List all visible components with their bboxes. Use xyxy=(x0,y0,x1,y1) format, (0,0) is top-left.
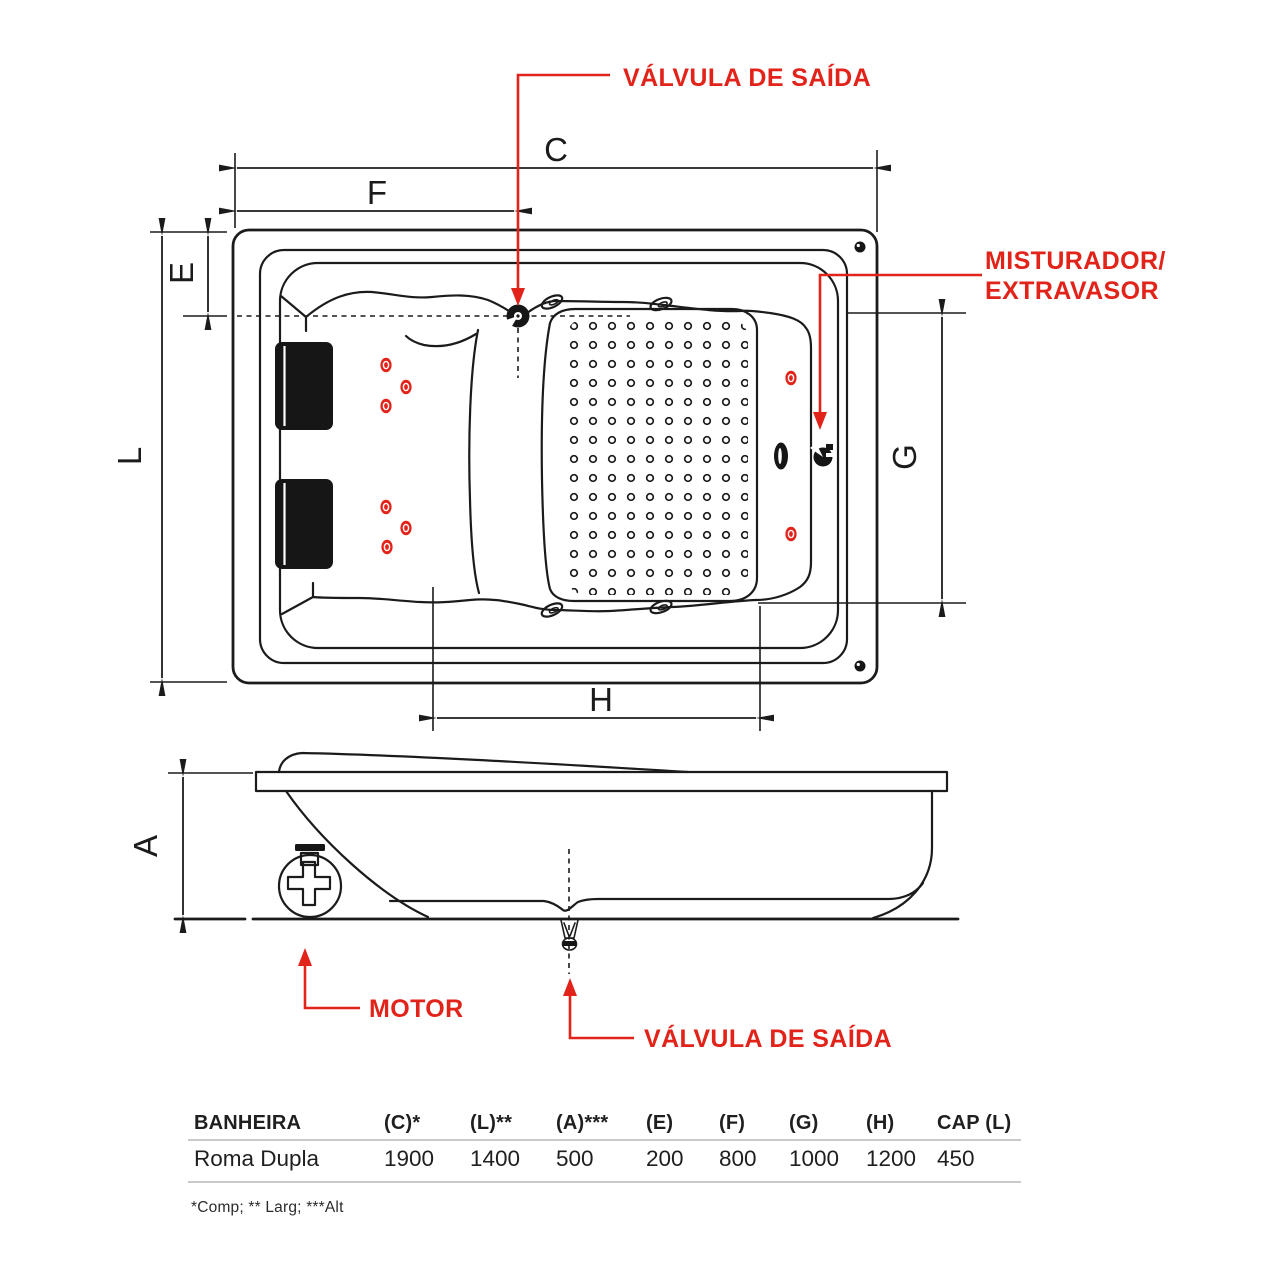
tub-bottom-profile xyxy=(390,883,923,911)
drain-icon xyxy=(503,305,530,332)
screw-icon xyxy=(855,661,866,672)
valve-top-label: VÁLVULA DE SAÍDA xyxy=(623,64,872,92)
header-cell-banheira: BANHEIRA xyxy=(194,1112,302,1134)
mixer-arrow-icon xyxy=(813,412,827,430)
header-cell-g: (G) xyxy=(789,1112,819,1134)
spec-table-header-row xyxy=(194,1112,1025,1135)
screw-icon xyxy=(855,242,866,253)
valve-bottom-arrow-icon xyxy=(563,978,577,996)
header-cell-h: (H) xyxy=(866,1112,895,1134)
dim-label-f: F xyxy=(366,174,388,211)
spec-table-data-row xyxy=(194,1146,1025,1172)
seat-contour-line xyxy=(469,330,479,593)
value-f: 800 xyxy=(719,1146,757,1171)
hydro-jet-icon xyxy=(380,358,391,372)
table-footnote: *Comp; ** Larg; ***Alt xyxy=(191,1199,344,1216)
hydro-jet-icon xyxy=(785,371,796,385)
value-model: Roma Dupla xyxy=(194,1146,320,1171)
anti-slip-dots xyxy=(566,318,748,595)
value-e: 200 xyxy=(646,1146,684,1171)
header-cell-e: (E) xyxy=(646,1112,674,1134)
dim-label-e: E xyxy=(163,261,200,285)
header-cell-l: (L)** xyxy=(470,1112,513,1134)
top-view xyxy=(111,131,966,731)
valve-bottom-leader-line xyxy=(570,992,634,1038)
hydro-jet-icon xyxy=(381,540,392,554)
dim-label-g: G xyxy=(886,444,923,470)
backrest-profile xyxy=(279,753,688,772)
hydro-jet-icon xyxy=(400,521,411,535)
header-cell-c: (C)* xyxy=(384,1112,421,1134)
motor-leader-line xyxy=(305,962,360,1008)
dim-label-l: L xyxy=(111,446,148,466)
header-cell-f: (F) xyxy=(719,1112,746,1134)
mixer-overflow-icon xyxy=(810,443,833,467)
mixer-leader-line xyxy=(820,275,982,416)
hydro-jet-icon xyxy=(380,500,391,514)
table-divider xyxy=(188,1181,1021,1183)
motor-arrow-icon xyxy=(298,948,312,966)
dim-label-c: C xyxy=(544,131,568,168)
header-cell-a: (A)*** xyxy=(556,1112,609,1134)
motor-label: MOTOR xyxy=(369,995,464,1023)
valve-top-leader-line xyxy=(518,75,610,294)
table-divider xyxy=(188,1139,1021,1141)
anti-slip-area xyxy=(542,309,757,601)
value-g: 1000 xyxy=(789,1146,840,1171)
hydro-jet-icon xyxy=(380,399,391,413)
valve-bottom-label: VÁLVULA DE SAÍDA xyxy=(644,1025,893,1053)
side-jet-icon xyxy=(774,443,788,470)
header-cell-cap: CAP (L) xyxy=(937,1112,1012,1134)
mixer-label-line2: EXTRAVASOR xyxy=(985,277,1159,305)
value-h: 1200 xyxy=(866,1146,917,1171)
dim-label-a: A xyxy=(127,834,164,858)
seat-edge-line xyxy=(406,334,476,346)
dim-label-h: H xyxy=(589,681,613,718)
value-a: 500 xyxy=(556,1146,594,1171)
deck-profile xyxy=(256,772,947,791)
side-view xyxy=(127,753,958,974)
headrest xyxy=(275,479,333,569)
value-l: 1400 xyxy=(470,1146,521,1171)
mixer-label-line1: MISTURADOR/ xyxy=(985,247,1166,275)
motor-icon xyxy=(279,844,341,917)
hydro-jet-icon xyxy=(400,380,411,394)
hydro-jet-icon xyxy=(785,527,796,541)
extension-lines xyxy=(150,150,966,731)
valve-top-arrow-icon xyxy=(511,288,525,306)
headrest xyxy=(275,342,333,430)
value-cap: 450 xyxy=(937,1146,975,1171)
value-c: 1900 xyxy=(384,1146,435,1171)
